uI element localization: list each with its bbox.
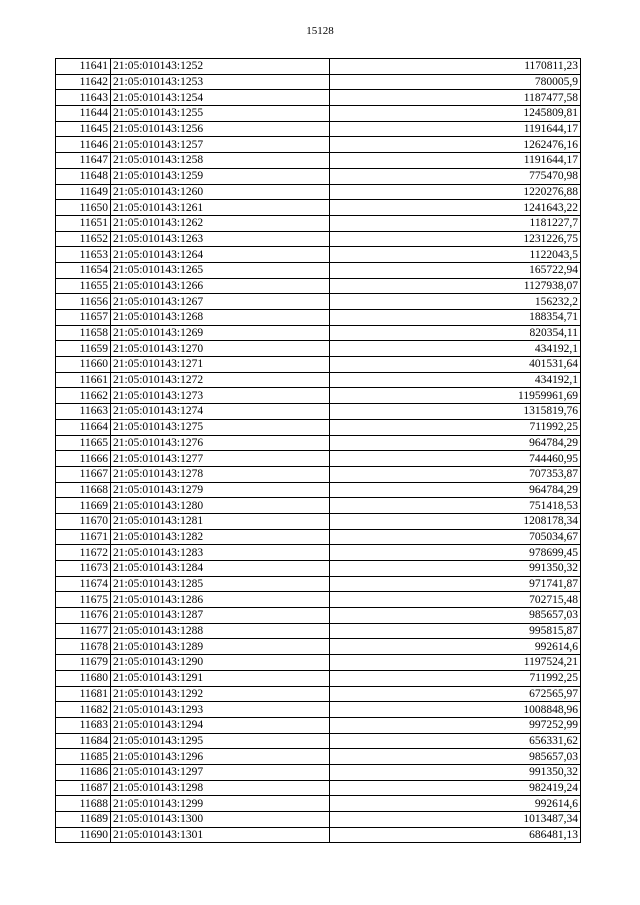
cadastral-number-cell: 21:05:010143:1286 [111,592,330,608]
row-number-cell: 11683 [56,717,111,733]
row-number-cell: 11687 [56,780,111,796]
cadastral-value-cell: 672565,97 [330,686,581,702]
cadastral-number-cell: 21:05:010143:1260 [111,184,330,200]
cadastral-value-cell: 997252,99 [330,717,581,733]
row-number-cell: 11686 [56,764,111,780]
cadastral-value-cell: 188354,71 [330,310,581,326]
cadastral-number-cell: 21:05:010143:1252 [111,59,330,75]
row-number-cell: 11680 [56,670,111,686]
cadastral-value-cell: 964784,29 [330,482,581,498]
cadastral-number-cell: 21:05:010143:1290 [111,655,330,671]
cadastral-number-cell: 21:05:010143:1275 [111,419,330,435]
table-row [56,404,581,420]
row-number-cell: 11647 [56,153,111,169]
cadastral-value-cell: 992614,6 [330,639,581,655]
cadastral-value-cell: 1208178,34 [330,513,581,529]
row-number-cell: 11659 [56,341,111,357]
cadastral-value-cell: 991350,32 [330,561,581,577]
row-number-cell: 11678 [56,639,111,655]
row-number-cell: 11663 [56,404,111,420]
cadastral-number-cell: 21:05:010143:1270 [111,341,330,357]
cadastral-number-cell: 21:05:010143:1279 [111,482,330,498]
row-number-cell: 11688 [56,796,111,812]
row-number-cell: 11670 [56,513,111,529]
table-row [56,608,581,624]
cadastral-value-cell: 1191644,17 [330,153,581,169]
table-row [56,749,581,765]
table-row [56,90,581,106]
table-row [56,733,581,749]
row-number-cell: 11666 [56,451,111,467]
table-row [56,215,581,231]
table-row [56,168,581,184]
cadastral-number-cell: 21:05:010143:1262 [111,215,330,231]
cadastral-value-cell: 985657,03 [330,749,581,765]
row-number-cell: 11657 [56,310,111,326]
cadastral-value-cell: 982419,24 [330,780,581,796]
row-number-cell: 11674 [56,576,111,592]
cadastral-number-cell: 21:05:010143:1268 [111,310,330,326]
cadastral-value-cell: 686481,13 [330,827,581,843]
table-row [56,451,581,467]
cadastral-number-cell: 21:05:010143:1253 [111,74,330,90]
cadastral-value-cell: 744460,95 [330,451,581,467]
cadastral-value-cell: 1220276,88 [330,184,581,200]
cadastral-value-cell: 434192,1 [330,341,581,357]
cadastral-value-cell: 1122043,5 [330,247,581,263]
row-number-cell: 11669 [56,498,111,514]
cadastral-number-cell: 21:05:010143:1261 [111,200,330,216]
page-number: 15128 [306,25,334,37]
cadastral-number-cell: 21:05:010143:1272 [111,372,330,388]
row-number-cell: 11679 [56,655,111,671]
row-number-cell: 11646 [56,137,111,153]
cadastral-value-cell: 1231226,75 [330,231,581,247]
table-row [56,639,581,655]
cadastral-value-cell: 1127938,07 [330,278,581,294]
table-row [56,827,581,843]
cadastral-number-cell: 21:05:010143:1276 [111,435,330,451]
cadastral-number-cell: 21:05:010143:1255 [111,106,330,122]
cadastral-value-cell: 711992,25 [330,419,581,435]
cadastral-value-cell: 1315819,76 [330,404,581,420]
table-row [56,466,581,482]
cadastral-number-cell: 21:05:010143:1264 [111,247,330,263]
row-number-cell: 11677 [56,623,111,639]
cadastral-number-cell: 21:05:010143:1280 [111,498,330,514]
table-row [56,121,581,137]
cadastral-value-cell: 780005,9 [330,74,581,90]
cadastral-value-cell: 820354,11 [330,325,581,341]
row-number-cell: 11658 [56,325,111,341]
cadastral-value-cell: 1008848,96 [330,702,581,718]
table-row [56,262,581,278]
cadastral-value-cell: 1191644,17 [330,121,581,137]
cadastral-value-cell: 11959961,69 [330,388,581,404]
cadastral-number-cell: 21:05:010143:1283 [111,545,330,561]
cadastral-number-cell: 21:05:010143:1299 [111,796,330,812]
row-number-cell: 11648 [56,168,111,184]
table-row [56,812,581,828]
cadastral-number-cell: 21:05:010143:1296 [111,749,330,765]
cadastral-number-cell: 21:05:010143:1266 [111,278,330,294]
table-row [56,200,581,216]
cadastral-number-cell: 21:05:010143:1293 [111,702,330,718]
cadastral-number-cell: 21:05:010143:1297 [111,764,330,780]
table-row [56,780,581,796]
row-number-cell: 11675 [56,592,111,608]
cadastral-value-cell: 656331,62 [330,733,581,749]
row-number-cell: 11676 [56,608,111,624]
row-number-cell: 11652 [56,231,111,247]
table-row [56,435,581,451]
cadastral-number-cell: 21:05:010143:1257 [111,137,330,153]
row-number-cell: 11662 [56,388,111,404]
row-number-cell: 11655 [56,278,111,294]
row-number-cell: 11668 [56,482,111,498]
cadastral-value-cell: 985657,03 [330,608,581,624]
cadastral-number-cell: 21:05:010143:1254 [111,90,330,106]
cadastral-value-cell: 1262476,16 [330,137,581,153]
cadastral-value-cell: 991350,32 [330,764,581,780]
cadastral-number-cell: 21:05:010143:1287 [111,608,330,624]
cadastral-value-table [55,58,581,843]
row-number-cell: 11660 [56,357,111,373]
row-number-cell: 11685 [56,749,111,765]
table-row [56,576,581,592]
cadastral-value-cell: 995815,87 [330,623,581,639]
row-number-cell: 11654 [56,262,111,278]
row-number-cell: 11672 [56,545,111,561]
table-row [56,247,581,263]
cadastral-number-cell: 21:05:010143:1258 [111,153,330,169]
cadastral-value-cell: 1181227,7 [330,215,581,231]
table-row [56,278,581,294]
cadastral-number-cell: 21:05:010143:1282 [111,529,330,545]
row-number-cell: 11650 [56,200,111,216]
cadastral-number-cell: 21:05:010143:1273 [111,388,330,404]
cadastral-number-cell: 21:05:010143:1301 [111,827,330,843]
table-row [56,796,581,812]
cadastral-value-cell: 705034,67 [330,529,581,545]
cadastral-value-cell: 156232,2 [330,294,581,310]
row-number-cell: 11643 [56,90,111,106]
table-row [56,717,581,733]
table-row [56,561,581,577]
row-number-cell: 11642 [56,74,111,90]
table-row [56,231,581,247]
table-row [56,294,581,310]
table-row [56,184,581,200]
cadastral-value-cell: 1187477,58 [330,90,581,106]
cadastral-number-cell: 21:05:010143:1267 [111,294,330,310]
table-row [56,513,581,529]
cadastral-number-cell: 21:05:010143:1256 [111,121,330,137]
cadastral-number-cell: 21:05:010143:1269 [111,325,330,341]
cadastral-number-cell: 21:05:010143:1300 [111,812,330,828]
table-row [56,686,581,702]
cadastral-number-cell: 21:05:010143:1265 [111,262,330,278]
table-row [56,59,581,75]
row-number-cell: 11656 [56,294,111,310]
cadastral-number-cell: 21:05:010143:1289 [111,639,330,655]
cadastral-value-cell: 707353,87 [330,466,581,482]
row-number-cell: 11641 [56,59,111,75]
table-row [56,310,581,326]
table-row [56,341,581,357]
row-number-cell: 11684 [56,733,111,749]
table-row [56,655,581,671]
cadastral-value-cell: 1197524,21 [330,655,581,671]
table-row [56,623,581,639]
cadastral-value-cell: 1241643,22 [330,200,581,216]
cadastral-number-cell: 21:05:010143:1274 [111,404,330,420]
cadastral-number-cell: 21:05:010143:1292 [111,686,330,702]
cadastral-value-cell: 775470,98 [330,168,581,184]
row-number-cell: 11667 [56,466,111,482]
cadastral-value-cell: 971741,87 [330,576,581,592]
table-row [56,670,581,686]
cadastral-value-cell: 992614,6 [330,796,581,812]
row-number-cell: 11673 [56,561,111,577]
cadastral-value-cell: 964784,29 [330,435,581,451]
table-row [56,529,581,545]
cadastral-number-cell: 21:05:010143:1271 [111,357,330,373]
row-number-cell: 11682 [56,702,111,718]
cadastral-number-cell: 21:05:010143:1294 [111,717,330,733]
row-number-cell: 11649 [56,184,111,200]
cadastral-number-cell: 21:05:010143:1298 [111,780,330,796]
cadastral-value-cell: 1170811,23 [330,59,581,75]
table-row [56,592,581,608]
row-number-cell: 11665 [56,435,111,451]
cadastral-value-cell: 1245809,81 [330,106,581,122]
cadastral-number-cell: 21:05:010143:1263 [111,231,330,247]
table-row [56,74,581,90]
table-row [56,388,581,404]
cadastral-value-cell: 978699,45 [330,545,581,561]
cadastral-number-cell: 21:05:010143:1284 [111,561,330,577]
table-row [56,325,581,341]
row-number-cell: 11645 [56,121,111,137]
row-number-cell: 11664 [56,419,111,435]
row-number-cell: 11681 [56,686,111,702]
table-row [56,357,581,373]
table-row [56,702,581,718]
cadastral-number-cell: 21:05:010143:1281 [111,513,330,529]
table-row [56,545,581,561]
table-row [56,153,581,169]
cadastral-value-cell: 702715,48 [330,592,581,608]
table-row [56,372,581,388]
cadastral-number-cell: 21:05:010143:1288 [111,623,330,639]
cadastral-number-cell: 21:05:010143:1259 [111,168,330,184]
table-row [56,106,581,122]
cadastral-value-cell: 434192,1 [330,372,581,388]
row-number-cell: 11689 [56,812,111,828]
row-number-cell: 11651 [56,215,111,231]
cadastral-value-cell: 165722,94 [330,262,581,278]
row-number-cell: 11653 [56,247,111,263]
table-row [56,419,581,435]
cadastral-number-cell: 21:05:010143:1278 [111,466,330,482]
row-number-cell: 11671 [56,529,111,545]
cadastral-number-cell: 21:05:010143:1285 [111,576,330,592]
cadastral-number-cell: 21:05:010143:1295 [111,733,330,749]
row-number-cell: 11661 [56,372,111,388]
table-row [56,764,581,780]
cadastral-value-cell: 711992,25 [330,670,581,686]
table-row [56,498,581,514]
cadastral-value-cell: 1013487,34 [330,812,581,828]
cadastral-value-cell: 751418,53 [330,498,581,514]
cadastral-number-cell: 21:05:010143:1277 [111,451,330,467]
row-number-cell: 11644 [56,106,111,122]
table-row [56,482,581,498]
cadastral-number-cell: 21:05:010143:1291 [111,670,330,686]
table-row [56,137,581,153]
cadastral-value-cell: 401531,64 [330,357,581,373]
table-body [56,59,581,843]
row-number-cell: 11690 [56,827,111,843]
